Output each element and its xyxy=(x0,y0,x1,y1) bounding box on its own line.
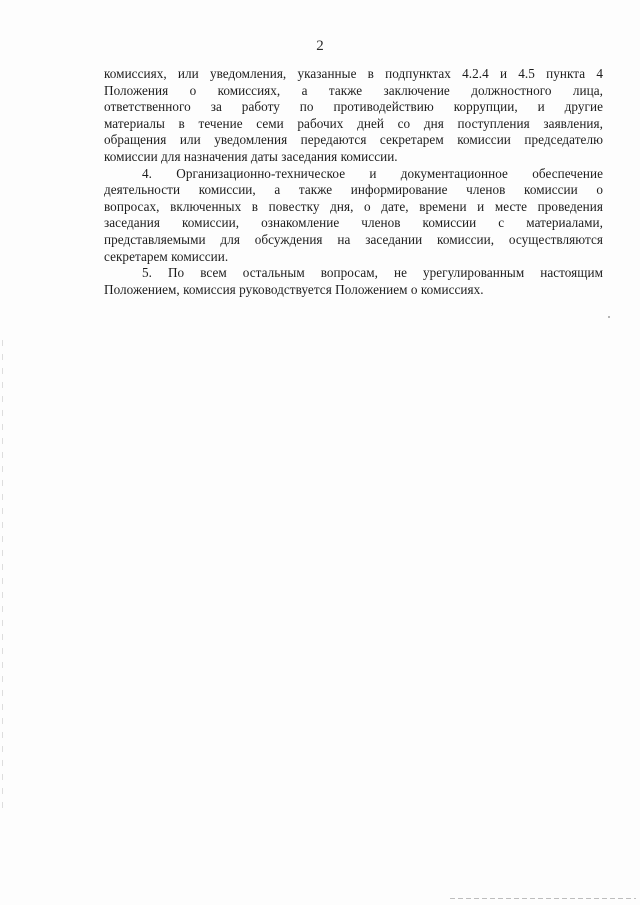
text-line: материалы в течение семи рабочих дней со дня поступления заявления, xyxy=(104,115,603,131)
scan-artifact-left-edge xyxy=(2,340,3,810)
text-line: секретарем комиссии. xyxy=(104,248,229,264)
text-line: комиссиях, или уведомления, указанные в подпунктах 4.2.4 и 4.5 пункта 4 xyxy=(104,66,603,81)
text-line: комиссии для назначения даты заседания комиссии. xyxy=(104,148,398,164)
document-body xyxy=(104,66,604,298)
text-line: Положения о комиссиях, а также заключение должностного лица, xyxy=(104,82,603,98)
text-line: деятельности комиссии, а также информирование членов комиссии о xyxy=(104,182,603,198)
text-line: 5. По всем остальным вопросам, не урегулированным настоящим xyxy=(142,265,603,281)
scan-artifact-dot xyxy=(608,316,610,318)
text-line: ответственного за работу по противодействию коррупции, и другие xyxy=(104,99,603,115)
text-line: представляемыми для обсуждения на заседании комиссии, осуществляются xyxy=(104,231,603,247)
text-line: Положением, комиссия руководствуется Положением о комиссиях. xyxy=(104,281,484,297)
text-line: вопросах, включенных в повестку дня, о дате, времени и месте проведения xyxy=(104,198,603,214)
scan-artifact-bottom-edge xyxy=(450,898,636,899)
page-number: 2 xyxy=(316,38,324,54)
text-line: 4. Организационно-техническое и документационное обеспечение xyxy=(142,165,603,181)
text-line: обращения или уведомления передаются секретарем комиссии председателю xyxy=(104,132,603,148)
text-line: заседания комиссии, ознакомление членов комиссии с материалами, xyxy=(104,215,603,231)
